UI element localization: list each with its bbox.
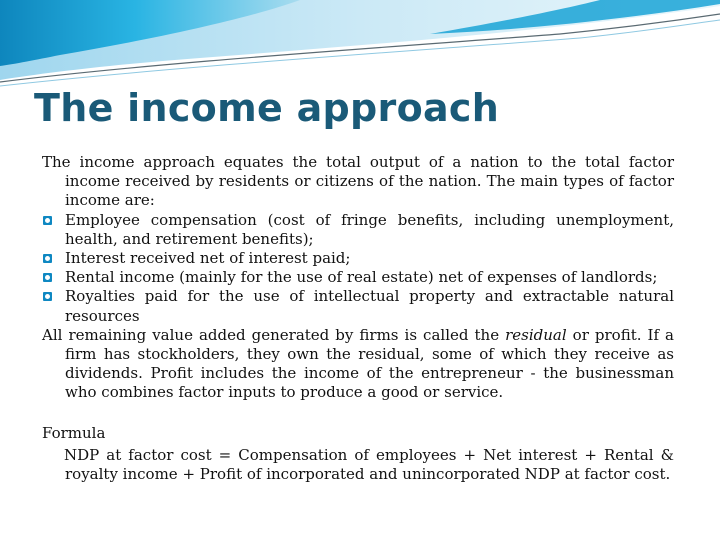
formula-section: [42, 424, 674, 485]
list-item-text: Employee compensation (cost of fringe benefits, including unemployment, health, and retirement benefits);: [65, 210, 674, 248]
square-bullet-icon: [43, 292, 52, 301]
residual-paragraph: [42, 326, 674, 403]
list-item-text: Rental income (mainly for the use of real estate) net of expenses of landlords;: [65, 268, 658, 287]
list-item-text: Interest received net of interest paid;: [65, 249, 351, 268]
list-item: [42, 249, 674, 268]
square-bullet-icon: [43, 254, 52, 263]
list-item: [42, 211, 674, 249]
square-bullet-icon: [43, 216, 52, 225]
list-item: [42, 287, 674, 325]
page-title: The income approach: [34, 86, 500, 130]
list-item: [42, 268, 674, 287]
residual-text-before: All remaining value added generated by firms is called the: [42, 325, 506, 344]
formula-text: NDP at factor cost = Compensation of employees + Net interest + Rental & royalty income + Profit of incorporated and unincorporated NDP at factor cost.: [64, 445, 674, 484]
intro-paragraph: The income approach equates the total output of a nation to the total factor income received by residents or citizens of the nation. The main types of factor income are:: [42, 153, 674, 210]
residual-text-after: or profit. If a firm has stockholders, they own the residual, some of which they receive as dividends. Profit includes the income of the entrepreneur - the businessman who combines factor inputs to produce a good or service.: [65, 325, 674, 402]
residual-emphasis: residual: [505, 325, 567, 344]
header-wave-banner: [0, 0, 720, 90]
formula-heading: Formula: [42, 423, 106, 442]
square-bullet-icon: [43, 273, 52, 282]
slide-body: [42, 153, 674, 484]
income-types-list: [42, 211, 674, 326]
list-item-text: Royalties paid for the use of intellectual property and extractable natural resources: [65, 287, 674, 325]
